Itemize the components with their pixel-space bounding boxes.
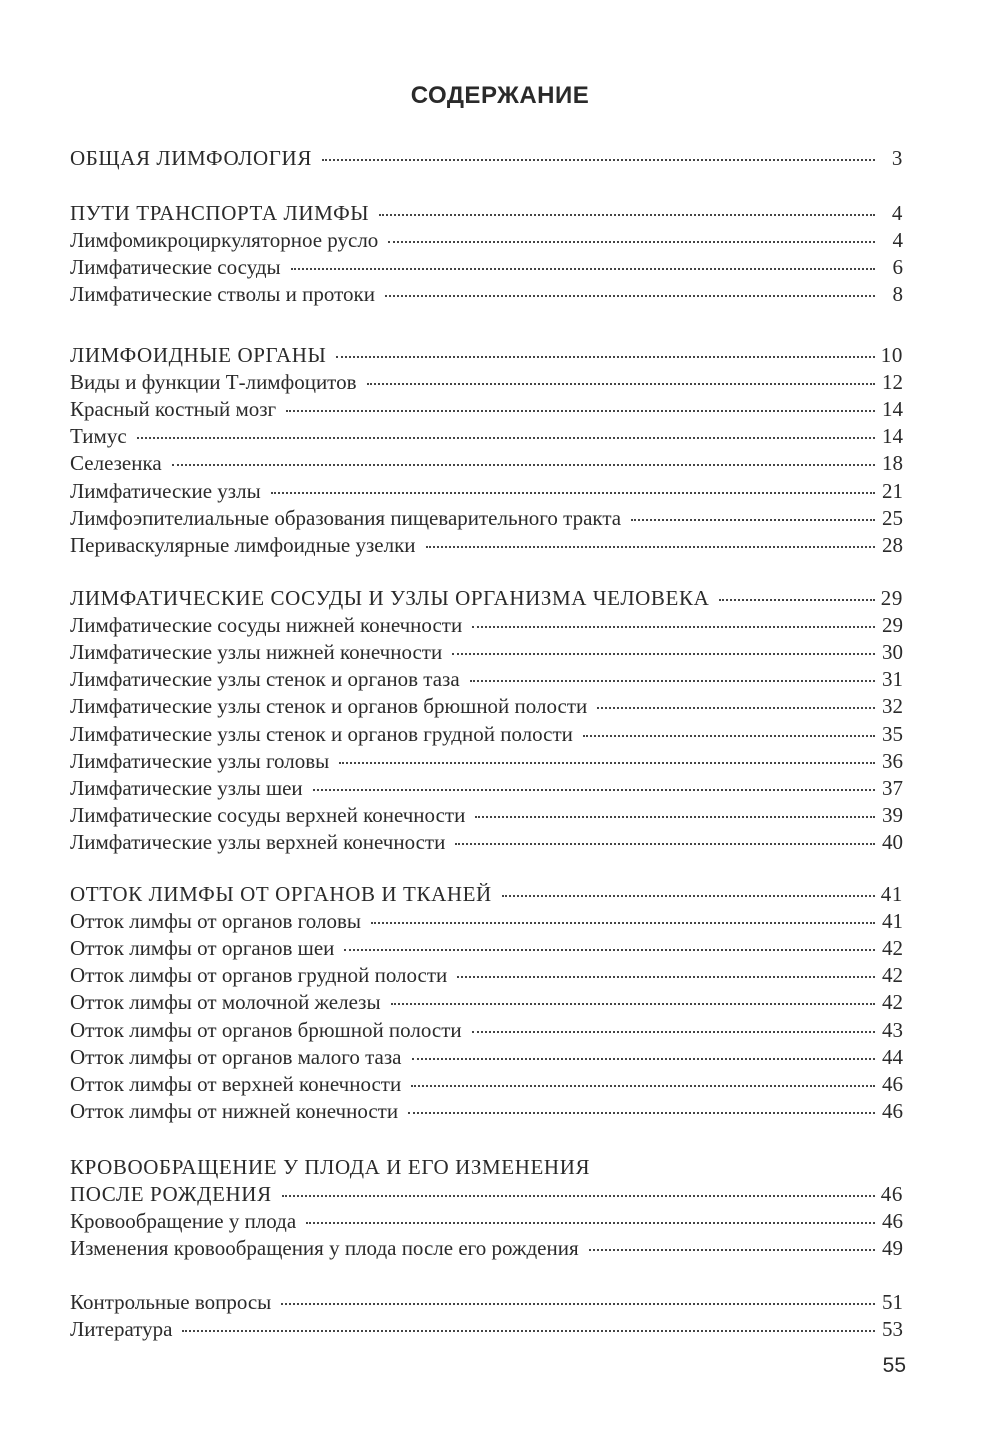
toc-entry-title: Красный костный мозг [70,397,277,422]
toc-entry-title: Лимфатические узлы нижней конечности [70,640,443,665]
toc-entry[interactable] [70,961,903,989]
dot-leader [344,949,875,951]
dot-leader [411,1085,875,1087]
toc-entry-page: 10 [880,343,903,367]
dot-leader [322,159,875,161]
dot-leader [379,214,875,216]
toc-entry[interactable] [70,611,903,639]
dot-leader [470,680,875,682]
toc-entry-page: 46 [880,1182,903,1207]
dot-leader [583,735,875,737]
dot-leader [388,241,875,243]
dot-leader [306,1222,875,1224]
dot-leader [408,1112,875,1114]
dot-leader [452,653,875,655]
toc-entry[interactable] [70,801,903,829]
dot-leader [631,519,875,521]
toc-entry-page: 43 [882,1017,903,1042]
toc-entry-page: 18 [882,451,903,476]
toc-entry-page: 25 [882,505,903,530]
toc-entry-title: ЛИМФАТИЧЕСКИЕ СОСУДЫ И УЗЛЫ ОРГАНИЗМА ЧЕЛОВЕКА [70,586,710,610]
dot-leader [457,976,875,978]
toc-entry-page: 37 [882,775,903,800]
toc-entry[interactable] [70,280,903,308]
dot-leader [313,789,875,791]
dot-leader [719,599,874,601]
dot-leader [182,1330,875,1332]
page-number: 55 [882,1354,906,1377]
toc-entry-page: 42 [882,963,903,988]
toc-entry[interactable] [70,226,903,254]
toc-entry[interactable] [70,747,903,775]
toc-section-heading[interactable] [70,584,903,612]
dot-leader [502,895,875,897]
toc-entry-title: Отток лимфы от молочной железы [70,990,381,1015]
toc-entry[interactable] [70,395,903,423]
toc-entry-page: 4 [892,228,903,253]
dot-leader [286,410,875,412]
toc-entry-title: ОБЩАЯ ЛИМФОЛОГИЯ [70,146,312,170]
toc-entry-title: Лимфатические стволы и протоки [70,282,375,307]
toc-entry[interactable] [70,720,903,748]
toc-entry[interactable] [70,774,903,802]
toc-entry-title: Отток лимфы от органов малого таза [70,1044,402,1069]
page-title: СОДЕРЖАНИЕ [410,82,590,109]
toc-entry-title: Кровообращение у плода [70,1209,297,1234]
toc-entry[interactable] [70,504,903,532]
toc-entry-title: Лимфатические узлы верхней конечности [70,829,446,854]
toc-entry[interactable] [70,907,903,935]
toc-section-heading[interactable] [70,880,903,908]
dot-leader [412,1058,876,1060]
toc-entry[interactable] [70,368,903,396]
toc-entry-page: 30 [882,640,903,665]
toc-entry-page: 31 [882,667,903,692]
toc-entry-page: 36 [882,748,903,773]
toc-entry-title: Лимфатические узлы [70,478,261,503]
toc-entry-page: 32 [882,694,903,719]
toc-entry-page: 29 [880,586,903,610]
toc-entry-page: 41 [880,882,903,906]
toc-entry-page: 12 [882,370,903,395]
dot-leader [282,1195,875,1197]
toc-entry-title: ОТТОК ЛИМФЫ ОТ ОРГАНОВ И ТКАНЕЙ [70,882,492,906]
toc-entry-title: Отток лимфы от органов брюшной полости [70,1017,462,1042]
toc-entry[interactable] [70,422,903,450]
toc-entry-title: Лимфатические сосуды верхней конечности [70,802,466,827]
toc-entry[interactable] [70,988,903,1016]
toc-entry-title: Лимфомикроциркуляторное русло [70,228,379,253]
toc-entry-page: 4 [891,201,903,225]
toc-entry-page: 40 [882,829,903,854]
toc-entry-title: Контрольные вопросы [70,1290,272,1314]
toc-entry[interactable] [70,1207,903,1235]
toc-entry-page: 14 [882,397,903,422]
dot-leader [367,383,876,385]
toc-entry-page: 46 [882,1098,903,1123]
toc-entry-title: Лимфатические сосуды [70,255,281,280]
toc-entry[interactable] [70,253,903,281]
toc-entry-title: Отток лимфы от верхней конечности [70,1071,402,1096]
toc-entry-page: 46 [882,1209,903,1234]
dot-leader [339,762,875,764]
dot-leader [426,546,875,548]
dot-leader [137,437,875,439]
toc-entry[interactable] [70,449,903,477]
toc-entry-title: Лимфатические узлы головы [70,748,330,773]
toc-entry-page: 42 [882,990,903,1015]
dot-leader [455,843,875,845]
dot-leader [472,1031,875,1033]
toc-entry[interactable] [70,1043,903,1071]
dot-leader [371,922,875,924]
toc-entry-title: Лимфатические узлы стенок и органов грудной полости [70,721,573,746]
toc-entry-title: Литература [70,1317,173,1342]
toc-entry-title: Отток лимфы от органов грудной полости [70,963,448,988]
dot-leader [589,1249,875,1251]
toc-entry-title: Лимфатические сосуды нижней конечности [70,613,463,638]
toc-entry-page: 29 [882,613,903,638]
toc-entry-title: Периваскулярные лимфоидные узелки [70,532,416,557]
toc-entry[interactable] [70,477,903,505]
dot-leader [291,268,875,270]
toc-section-heading[interactable] [70,144,903,172]
toc-entry[interactable] [70,638,903,666]
toc-entry-page: 14 [882,424,903,449]
toc-entry-title: Лимфатические узлы шеи [70,775,303,800]
toc-entry[interactable] [70,1234,903,1262]
toc-entry-page: 46 [882,1071,903,1096]
toc-entry-title: Лимфатические узлы стенок и органов брюшной полости [70,694,588,719]
toc-entry[interactable] [70,1288,903,1316]
toc-entry-page: 53 [882,1317,903,1342]
toc-entry-title: Лимфатические узлы стенок и органов таза [70,667,460,692]
toc-entry-title: Лимфоэпителиальные образования пищеварительного тракта [70,505,622,530]
toc-entry-title: Селезенка [70,451,162,476]
dot-leader [597,707,875,709]
toc-entry-title: Отток лимфы от органов головы [70,909,361,934]
toc-entry[interactable] [70,531,903,559]
toc-entry-page: 51 [882,1290,903,1314]
toc-entry-page: 41 [882,909,903,934]
toc-entry-page: 35 [882,721,903,746]
toc-entry-title: ПУТИ ТРАНСПОРТА ЛИМФЫ [70,201,370,225]
dot-leader [475,816,875,818]
dot-leader [391,1003,875,1005]
toc-entry[interactable] [70,934,903,962]
toc-entry[interactable] [70,665,903,693]
toc-entry-title: Отток лимфы от нижней конечности [70,1098,399,1123]
toc-entry[interactable] [70,1070,903,1098]
toc-section-heading[interactable] [70,1180,903,1208]
toc-entry-title: Тимус [70,424,127,449]
toc-section-heading[interactable] [70,341,903,369]
toc-entry-page: 21 [882,478,903,503]
toc-entry-page: 8 [892,282,903,307]
toc-entry-title: ЛИМФОИДНЫЕ ОРГАНЫ [70,343,327,367]
toc-section-heading-line: КРОВООБРАЩЕНИЕ У ПЛОДА И ЕГО ИЗМЕНЕНИЯ [70,1155,591,1179]
toc-entry[interactable] [70,692,903,720]
dot-leader [271,492,875,494]
toc-entry-page: 44 [882,1044,903,1069]
dot-leader [281,1303,875,1305]
toc-entry-title: ПОСЛЕ РОЖДЕНИЯ [70,1182,272,1207]
dot-leader [385,295,875,297]
toc-entry[interactable] [70,828,903,856]
toc-section-heading[interactable] [70,199,903,227]
dot-leader [472,626,875,628]
toc-entry[interactable] [70,1016,903,1044]
toc-entry-page: 49 [882,1236,903,1261]
dot-leader [336,356,874,358]
toc-entry-page: 3 [891,146,903,170]
toc-entry-page: 42 [882,936,903,961]
toc-entry-title: Виды и функции Т-лимфоцитов [70,370,357,395]
toc-entry-page: 28 [882,532,903,557]
toc-entry[interactable] [70,1097,903,1125]
toc-entry-page: 6 [892,255,903,280]
toc-entry-title: Отток лимфы от органов шеи [70,936,335,961]
toc-entry-page: 39 [882,802,903,827]
dot-leader [172,464,875,466]
toc-entry-title: Изменения кровообращения у плода после его рождения [70,1236,579,1261]
toc-entry[interactable] [70,1315,903,1343]
